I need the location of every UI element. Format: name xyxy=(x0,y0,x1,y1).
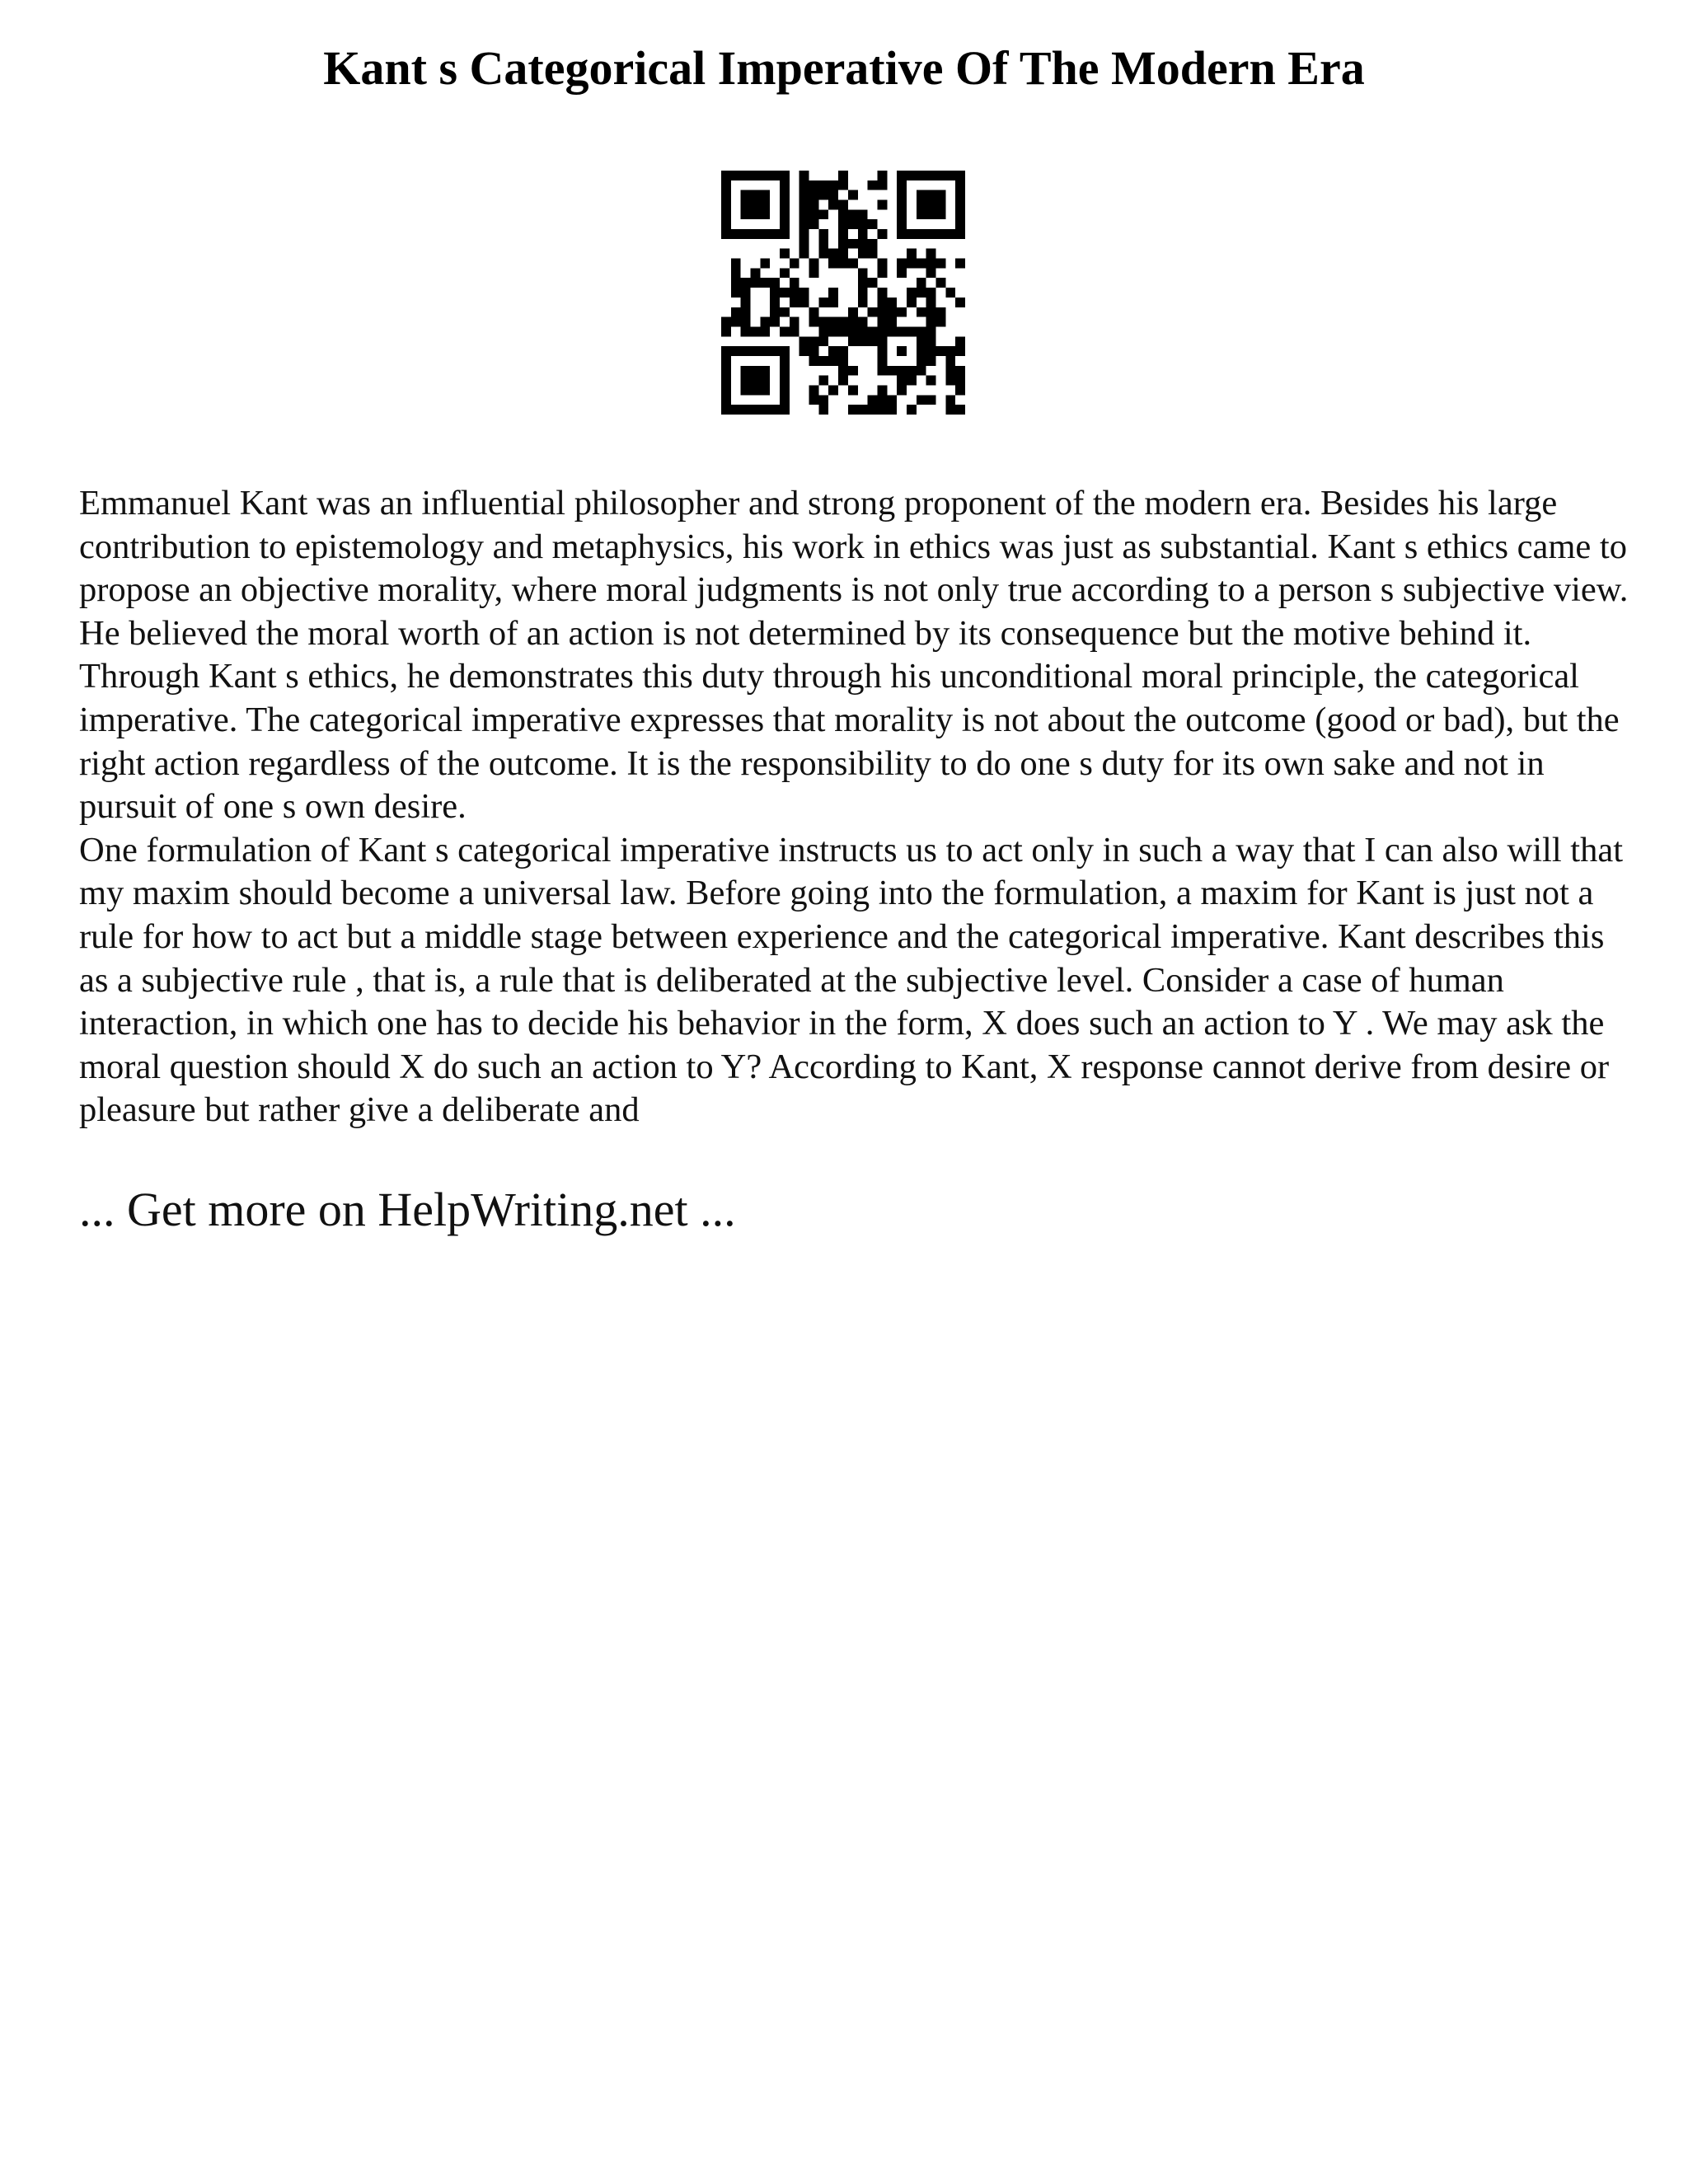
qr-code-icon xyxy=(721,171,965,415)
document-body xyxy=(79,482,1629,1132)
paragraph-2: One formulation of Kant s categorical imperative instructs us to act only in such a way that I can also will that my maxim should become a universal law. Before going into the formulation, a maxim for Kant is just not a rule for how to act but a middle stage between experience and the categorical imperative. Kant describes this as a subjective rule , that is, a rule that is deliberated at the subjective level. Consider a case of human interaction, in which one has to decide his behavior in the form, X does such an action to Y . We may ask the moral question should X do such an action to Y? According to Kant, X response cannot derive from desire or pleasure but rather give a deliberate and xyxy=(79,830,1624,1130)
paragraph-1: Emmanuel Kant was an influential philosopher and strong proponent of the modern era. Besides his large contribution to epistemology and metaphysics, his work in ethics was just as substantial. Kant s ethics came to propose an objective morality, where moral judgments is not only true according to a person s subjective view. He believed the moral worth of an action is not determined by its consequence but the motive behind it. Through Kant s ethics, he demonstrates this duty through his unconditional moral principle, the categorical imperative. The categorical imperative expresses that morality is not about the outcome (good or bad), but the right action regardless of the outcome. It is the responsibility to do one s duty for its own sake and not in pursuit of one s own desire. xyxy=(79,484,1629,827)
document-title: Kant s Categorical Imperative Of The Modern Era xyxy=(323,41,1365,95)
get-more-link[interactable]: ... Get more on HelpWriting.net ... xyxy=(79,1183,736,1236)
